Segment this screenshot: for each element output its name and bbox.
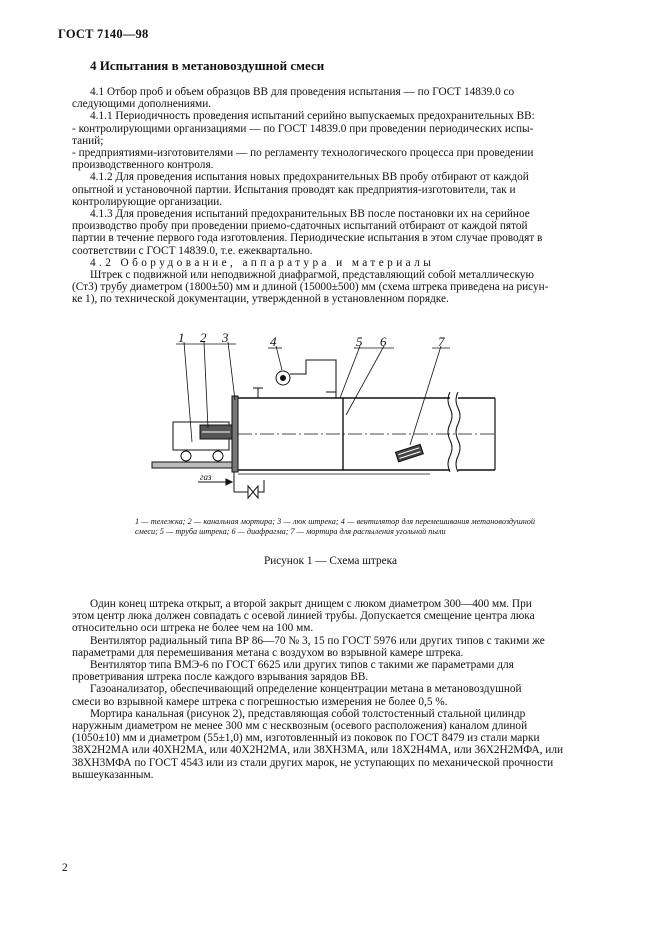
para-4-1-2-line1: 4.1.2 Для проведения испытания новых предохранительных ВВ пробу отбирают от каждой: [90, 171, 529, 184]
rail-ground: [152, 462, 234, 468]
label-6: 6: [380, 334, 387, 349]
label-7: 7: [438, 334, 445, 349]
fan-vr-line2: параметрами для перемешивания метана с воздухом во взрывной камере штрека.: [72, 646, 464, 659]
mortar-line1: Мортира канальная (рисунок 2), представляющая собой толстостенный стальной цилиндр: [90, 707, 526, 720]
equipment-heading: 4.2 Оборудование, аппаратура и материалы: [90, 256, 435, 269]
leader-2: [204, 342, 208, 428]
page-number: 2: [62, 862, 68, 874]
cart-wheel-right: [213, 451, 223, 461]
para-4-1-1-line2: - контролирующими организациями — по ГОСТ 14839.0 при проведении периодических испы-: [72, 122, 534, 135]
para-4-1-3-line3: партии в течение первого года изготовления. Периодические испытания в этом случае проводят в: [72, 232, 543, 245]
document-code: ГОСТ 7140—98: [58, 27, 149, 41]
section-title: 4 Испытания в метановоздушной смеси: [90, 58, 325, 73]
leader-6: [346, 346, 384, 415]
label-5: 5: [356, 334, 363, 349]
mortar-line4: 38Х2Н2МА или 40ХН2МА, или 40Х2Н2МА, или 38ХН3МА, или 18Х2Н4МА, или 36Х2Н2МФА, или: [72, 744, 564, 757]
mortar-line5: 38ХН3МФА по ГОСТ 4543 или из стали других марок, не уступающих по механической прочности: [72, 756, 554, 769]
label-4: 4: [270, 334, 277, 349]
para-4-1-1-line3: таний;: [72, 134, 104, 147]
top-text-block: [72, 86, 598, 306]
cart-wheel-left: [181, 451, 191, 461]
para-4-1-3-line4: соответствии с ГОСТ 14839.0, т.е. ежеквартально.: [72, 244, 313, 257]
fan-vme-line1: Вентилятор типа ВМЭ-6 по ГОСТ 6625 или других типов с такими же параметрами для: [90, 659, 514, 672]
end-hatch-line2: этом центр люка должен совпадать с осевой линией трубы. Допускается смещение центра люка: [72, 610, 535, 623]
para-4-1-3-line2: производство пробу при проведении приемо-сдаточных испытаний отбирают от каждой пятой: [72, 220, 528, 233]
para-4-1-1-line4: - предприятиями-изготовителями — по регламенту технологического процесса при проведении: [72, 147, 534, 160]
gas-valve: [248, 486, 258, 498]
para-4-1-3-line1: 4.1.3 Для проведения испытаний предохранительных ВВ после постановки их на серийное: [90, 208, 530, 221]
fan-vme-line2: проветривания штрека после каждого взрывания зарядов ВВ.: [72, 671, 369, 684]
shtrek-line2: (Ст3) трубу диаметром (1800±50) мм и длиной (15000±500) мм (схема штрека приведена на рисун-: [72, 281, 549, 294]
mortar-line2: наружным диаметром не менее 300 мм с несквозным (осевого расположения) каналом длиной: [72, 720, 528, 733]
end-hatch-line1: Один конец штрека открыт, а второй закрыт днищем с люком диаметром 300—400 мм. При: [90, 598, 532, 610]
para-4-1-1-line1: 4.1.1 Периодичность проведения испытаний серийно выпускаемых предохранительных ВВ:: [90, 110, 535, 123]
leader-3: [228, 342, 235, 400]
leader-5: [340, 346, 360, 398]
para-4-1-line2: следующими дополнениями.: [72, 98, 212, 111]
gas-label: газ: [200, 472, 212, 482]
leader-7: [410, 346, 441, 445]
para-4-1-line1: 4.1 Отбор проб и объем образцов ВВ для проведения испытания — по ГОСТ 14839.0 со: [90, 86, 515, 98]
para-4-1-2-line2: опытной и установочной партии. Испытания проводят как предприятия-изготовители, так и: [72, 183, 516, 196]
shtrek-scheme-figure: [140, 330, 520, 510]
label-1: 1: [178, 330, 185, 345]
leader-1: [184, 342, 192, 442]
gas-analyzer-line2: смеси во взрывной камере штрека с погрешностью измерения не более 0,5 %.: [72, 695, 448, 708]
end-hatch-line3: относительно оси штрека не более чем на 100 мм.: [72, 622, 314, 635]
para-4-1-2-line3: контролирующие организации.: [72, 195, 223, 208]
dust-mortar: [395, 444, 423, 462]
bottom-text-block: [72, 598, 598, 781]
shtrek-line3: ке 1), по технической документации, утвержденной в установленном порядке.: [72, 293, 449, 306]
figure-caption: 1 — тележка; 2 — канальная мортира; 3 — люк штрека; 4 — вентилятор для перемешивания метановоздушной смеси; 5 — труба штрека; 6 — диафрагма; 7 — мортира для распыления угольной пыли: [135, 517, 535, 536]
gas-analyzer-line1: Газоанализатор, обеспечивающий определение концентрации метана в метановоздушной: [90, 683, 522, 696]
shtrek-hatch-wall: [232, 396, 238, 472]
break-right: [456, 392, 460, 472]
fan-vr-line1: Вентилятор радиальный типа ВР 86—70 № 3, 15 по ГОСТ 5976 или других типов с такими же: [90, 634, 545, 647]
shtrek-line1: Штрек с подвижной или неподвижной диафрагмой, представляющий собой металлическую: [90, 269, 534, 282]
mortar-line3: (1050±10) мм и диаметром (55±1,0) мм, изготовленный из поковок по ГОСТ 8479 из стали марки: [72, 732, 540, 745]
label-2: 2: [200, 330, 207, 345]
para-4-1-1-line5: производственного контроля.: [72, 159, 214, 172]
break-left: [448, 392, 452, 472]
leader-4: [276, 346, 282, 370]
figure-title: Рисунок 1 — Схема штрека: [263, 555, 398, 567]
mortar-line6: вышеуказанным.: [72, 768, 154, 781]
label-3: 3: [222, 330, 229, 345]
